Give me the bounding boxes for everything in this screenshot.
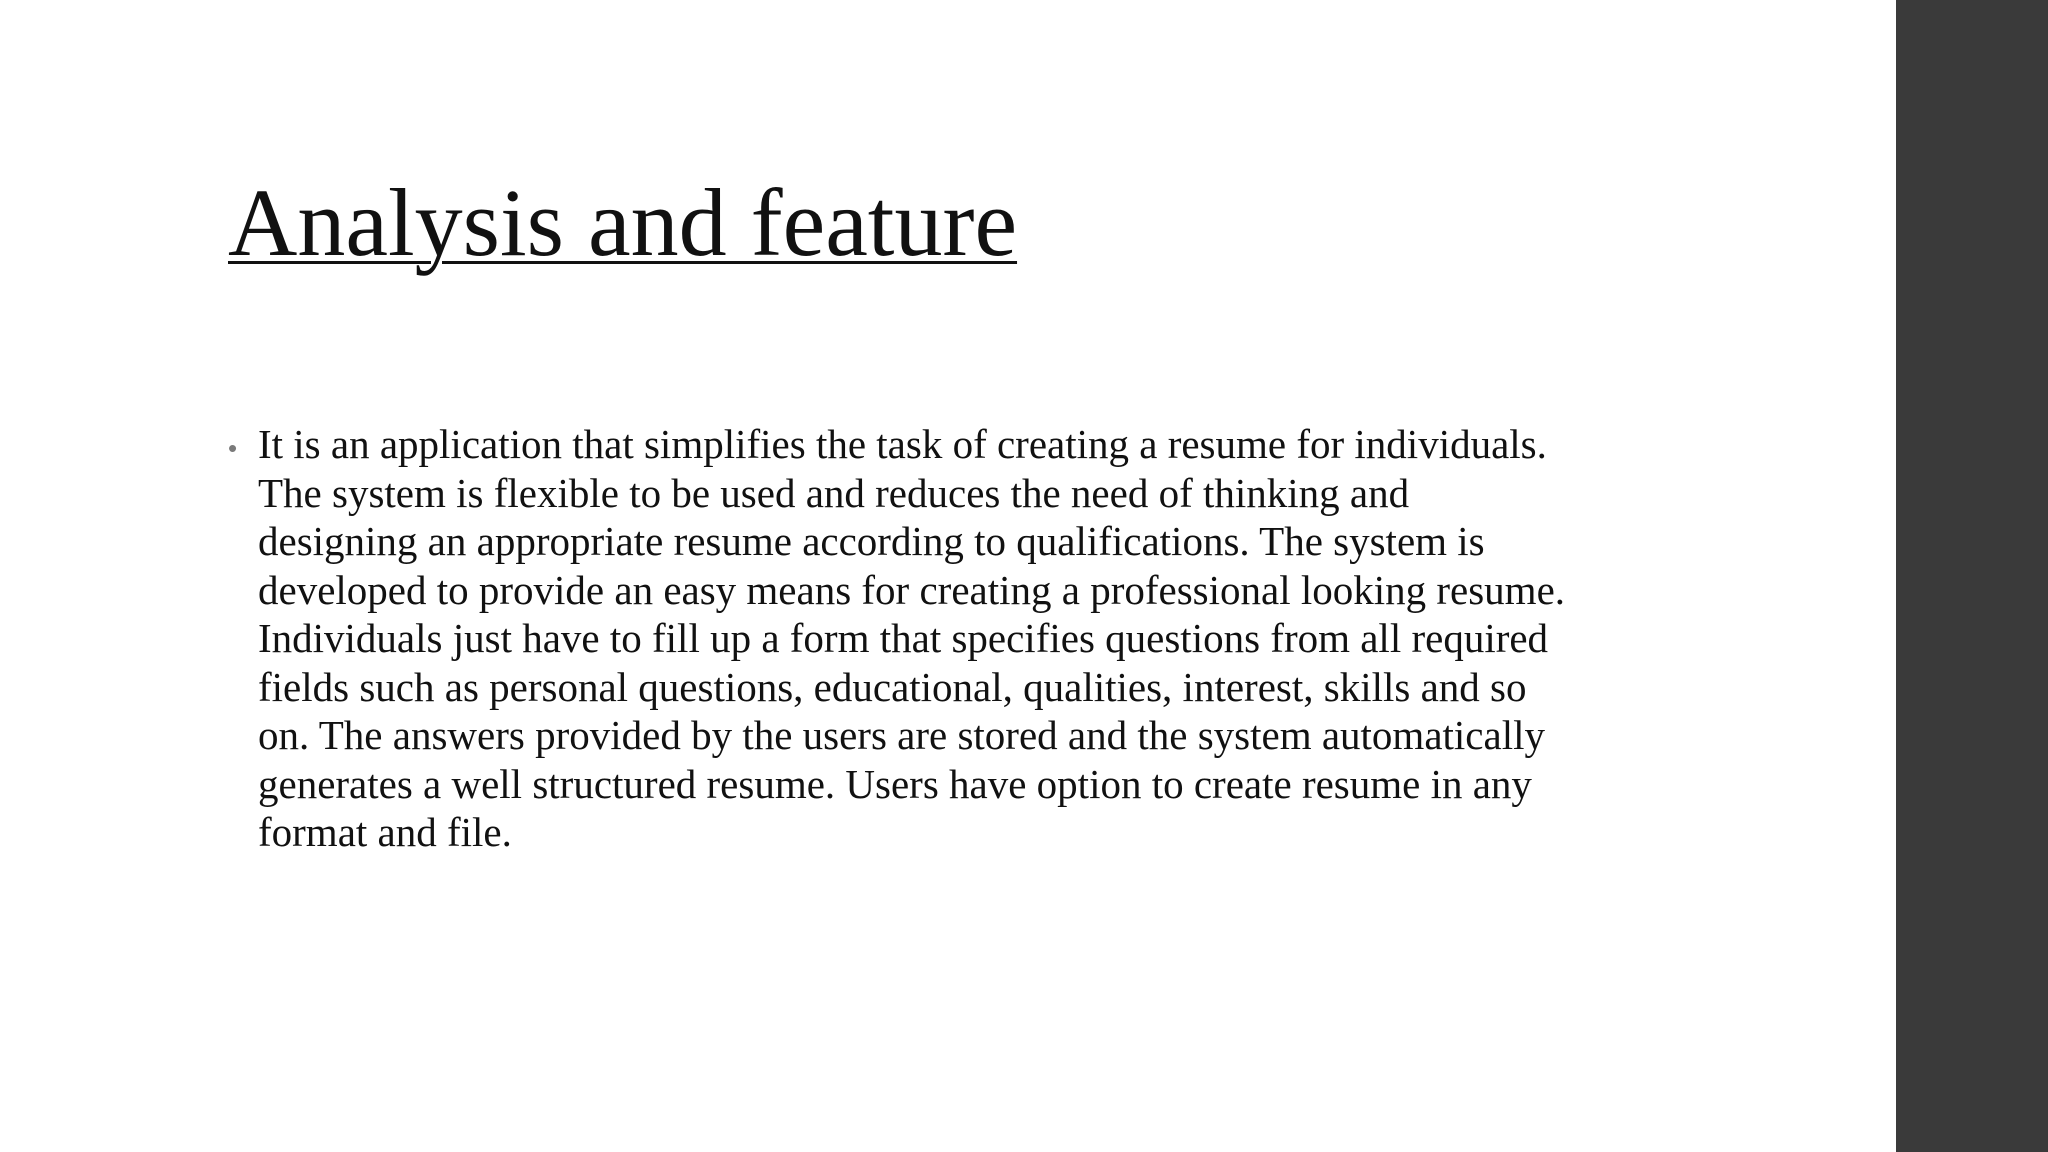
bullet-line: Individuals just have to fill up a form that specifies questions from all required [258,615,1549,661]
bullet-line: designing an appropriate resume according to qualifications. The system is [258,518,1485,564]
slide-title: Analysis and feature [228,169,1018,276]
bullet-line: on. The answers provided by the users are stored and the system automatically [258,712,1545,758]
bullet-line: format and file. [258,809,512,855]
side-bar [1896,0,2048,1152]
bullet-text [258,420,1668,857]
bullet-list [228,420,1668,857]
bullet-line: It is an application that simplifies the task of creating a resume for individuals. [258,421,1547,467]
bullet-line: The system is flexible to be used and reduces the need of thinking and [258,469,1410,516]
bullet-line: generates a well structured resume. Users have option to create resume in any [258,760,1532,807]
bullet-dot-icon: • [228,433,238,463]
bullet-line: fields such as personal questions, educational, qualities, interest, skills and so [258,663,1527,710]
bullet-line: developed to provide an easy means for creating a professional looking resume. [258,566,1566,613]
bullet-item [228,420,1668,857]
